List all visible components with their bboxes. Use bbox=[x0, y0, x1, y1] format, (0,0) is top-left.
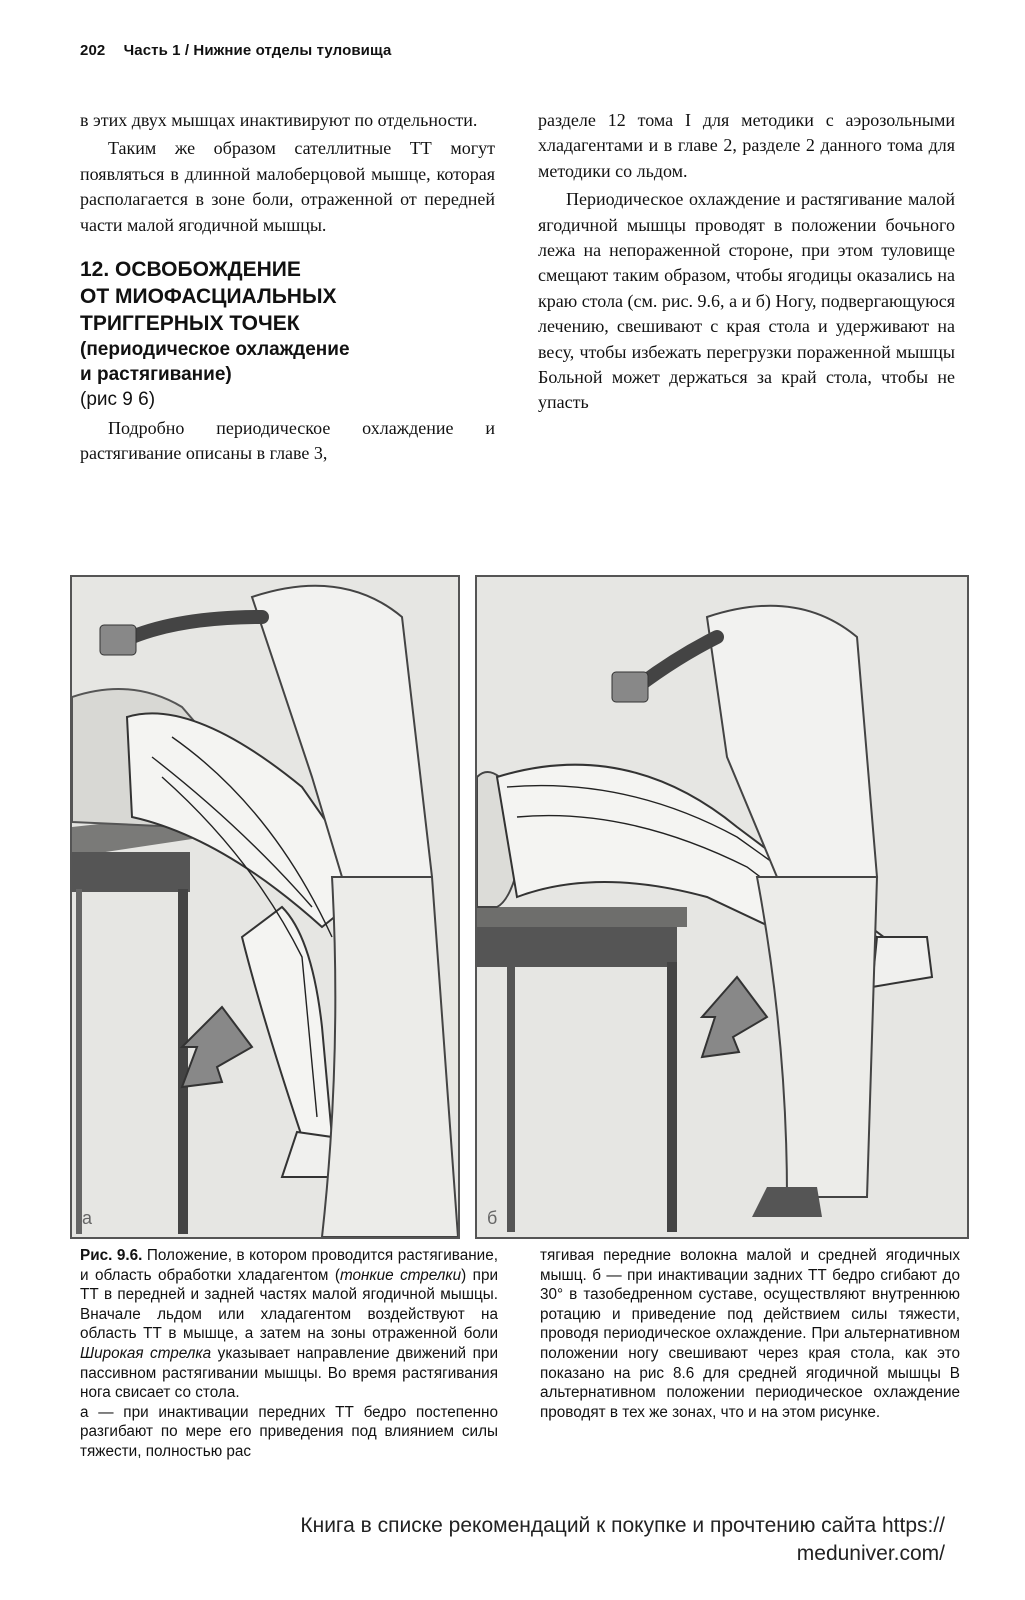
running-header bbox=[80, 42, 391, 59]
left-paragraph-1: в этих двух мышцах инактивируют по отдельности. bbox=[80, 110, 478, 130]
right-paragraph-1: разделе 12 тома I для методики с аэрозольными хладагентами и в главе 2, разделе 2 данного тома для методики со льдом. bbox=[538, 110, 955, 181]
running-title: Часть 1 / Нижние отделы туловища bbox=[123, 42, 392, 59]
panel-b-label: б bbox=[487, 1208, 498, 1228]
section-heading-line-2: ОТ МИОФАСЦИАЛЬНЫХ bbox=[80, 285, 337, 309]
site-footer bbox=[150, 1512, 945, 1568]
left-paragraph-3: Подробно периодическое охлаждение и растягивание описаны в главе 3, bbox=[80, 418, 495, 464]
illustration-panel-a bbox=[72, 577, 458, 1237]
right-paragraph-2: Периодическое охлаждение и растягивание малой ягодичной мышцы проводят в положении бочьного лежа на непораженной стороне, при этом туловище смещают таким образом, чтобы ягодицы оказались на краю стола (см. рис. 9.6, а и б) Ногу, подвергающуюся лечению, свешивают с края стола и удерживают на весу, чтобы избежать перегрузки пораженной мышцы Больной может держаться за край стола, чтобы не упасть bbox=[538, 189, 955, 413]
page-number: 202 bbox=[80, 42, 106, 59]
panel-a-label: а bbox=[82, 1208, 93, 1228]
figure-panel-b bbox=[475, 575, 969, 1239]
caption-continuation: тягивая передние волокна малой и средней ягодичных мышц. б — при инактивации задних ТТ бедро сгибают до 30° в тазобедренном суставе, осуществляют внутреннюю ротацию и приведение под действием силы тяжести, проводя периодическое охлаждение. При альтернативном положении ногу свешивают через края стола, как это показано на рис 8.6 для средней ягодичной мышцы В альтернативном положении периодическое охлаждение проводят в тех же зонах, что и на этом рисунке. bbox=[540, 1247, 960, 1421]
footer-line-1: Книга в списке рекомендаций к покупке и прочтению сайта https:// bbox=[300, 1514, 945, 1537]
left-paragraph-2: Таким же образом сателлитные ТТ могут появляться в длинной малоберцовой мышце, которая располагается в зоне боли, отраженной от передней части малой ягодичной мышцы. bbox=[80, 138, 495, 235]
left-column bbox=[80, 108, 495, 467]
section-heading-line-3: ТРИГГЕРНЫХ ТОЧЕК bbox=[80, 312, 300, 336]
illustration-panel-b bbox=[477, 577, 967, 1237]
section-heading-line-1: 12. ОСВОБОЖДЕНИЕ bbox=[80, 258, 301, 282]
caption-main: Рис. 9.6. Положение, в котором проводится растягивание, и область обработки хладагентом (тонкие стрелки) при ТТ в передней и задней частях малой ягодичной мышцы. Вначале льдом или хладагентом воздействуют на область ТТ в мышце, а затем на зоны отраженной боли Широкая стрелка указывает направление движений при пассивном растягивании мышцы. Во время растягивания нога свисает со стола. bbox=[80, 1247, 499, 1402]
section-heading-line-5: и растягивание) bbox=[80, 364, 232, 386]
figure-caption-right bbox=[540, 1246, 960, 1422]
caption-part-a: а — при инактивации передних ТТ бедро постепенно разгибают по мере его приведения под влиянием силы тяжести, полностью рас bbox=[80, 1403, 498, 1460]
section-heading-line-6: (рис 9 6) bbox=[80, 389, 156, 411]
right-column bbox=[538, 108, 955, 416]
footer-line-2: meduniver.com/ bbox=[796, 1542, 945, 1565]
section-heading-line-4: (периодическое охлаждение bbox=[80, 339, 350, 361]
caption-label: Рис. 9.6. bbox=[80, 1247, 143, 1264]
figure-panel-a bbox=[70, 575, 460, 1239]
section-heading bbox=[80, 256, 495, 412]
figure-caption-left bbox=[80, 1246, 498, 1462]
